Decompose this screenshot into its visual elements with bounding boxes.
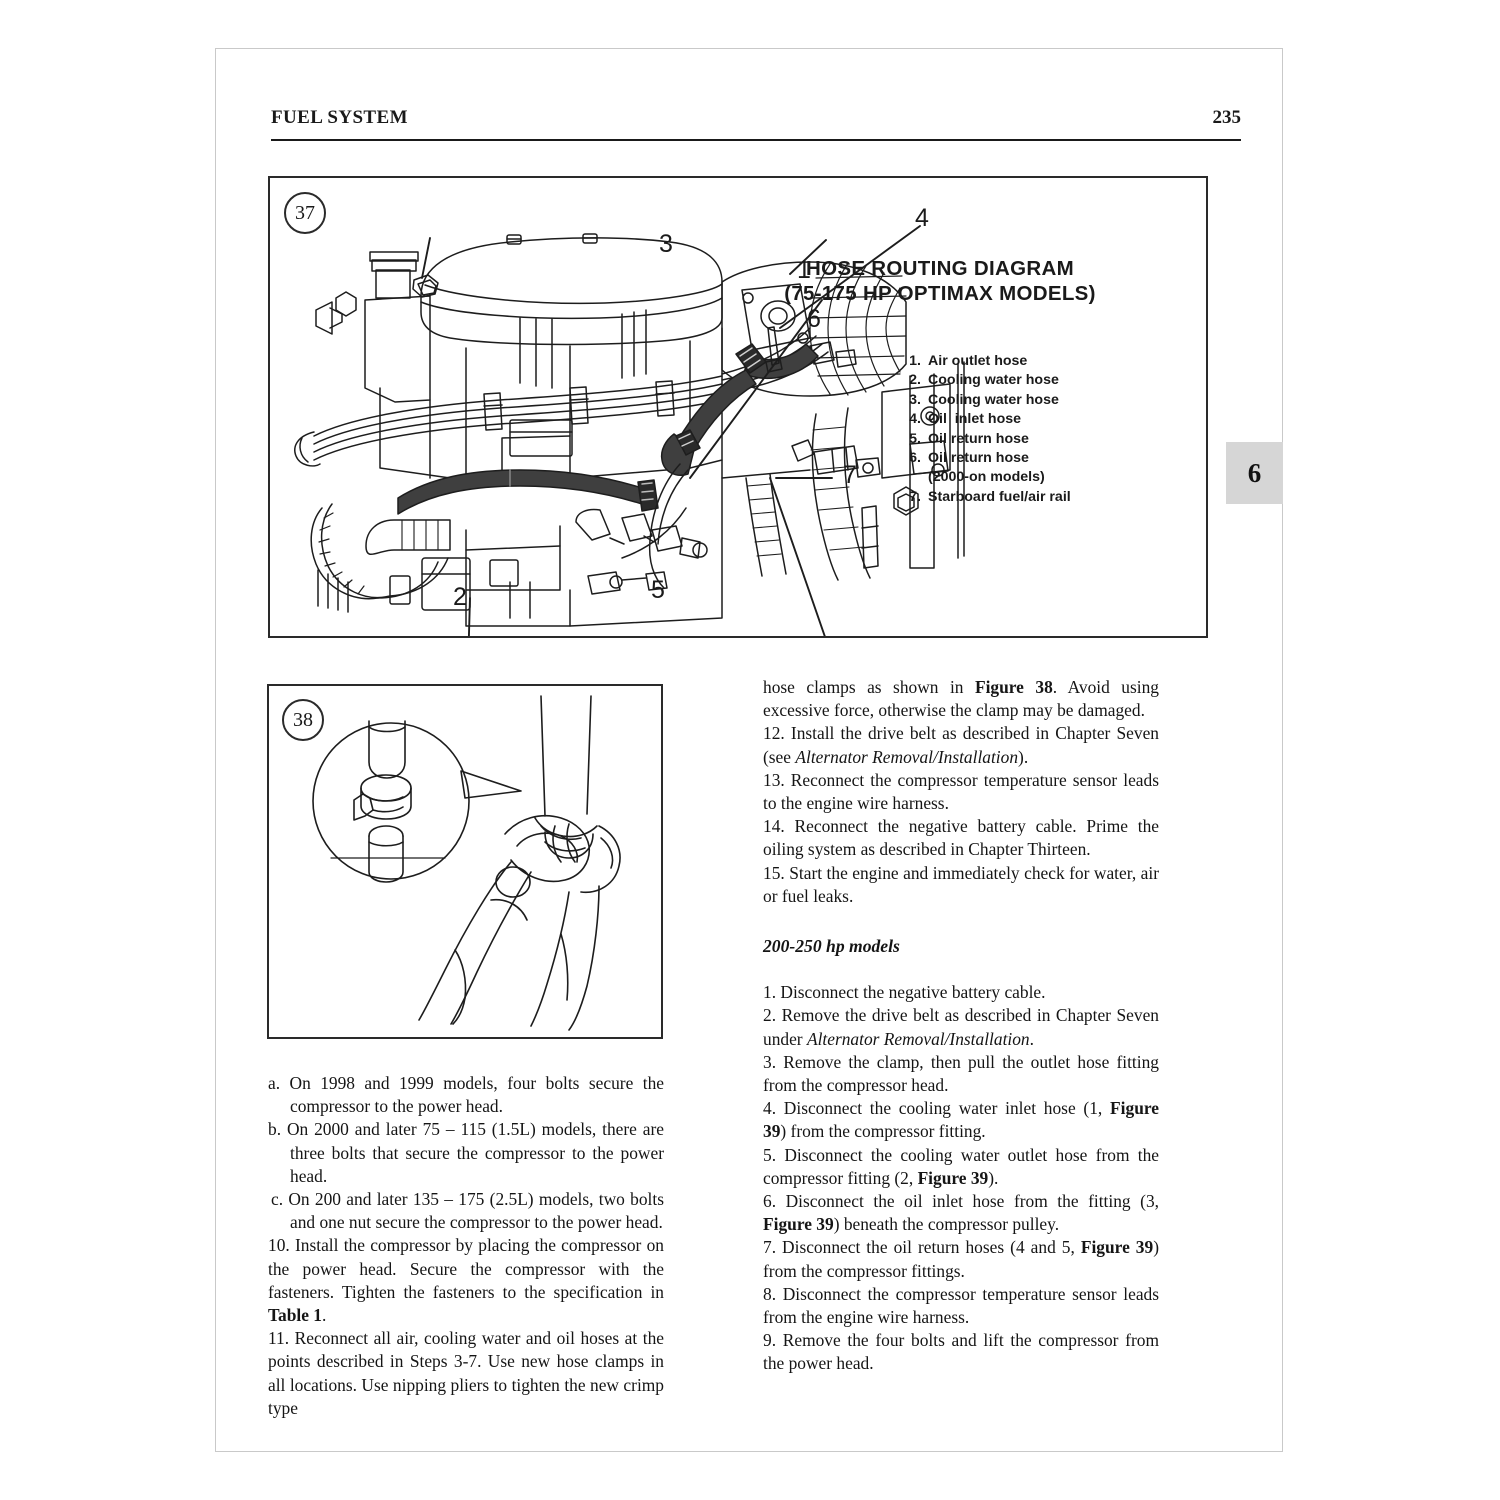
section-subheading: 200-250 hp models xyxy=(763,936,900,957)
step-5-text-a: 5. Disconnect the cooling water outlet hose from the compressor fitting (2, xyxy=(763,1144,1159,1188)
step-2-text-b: . xyxy=(1029,1028,1034,1049)
step-10-text-b: . xyxy=(321,1305,327,1326)
legend-item-label: Air outlet hose xyxy=(928,353,1028,369)
chapter-tab xyxy=(1226,442,1283,504)
step-11: 11. Reconnect all air, cooling water and oil hoses at the points described in Steps 3-7. Use new hose clamps in all locations. Use nipping pliers to tighten the new crimp type xyxy=(268,1328,664,1418)
legend-item xyxy=(900,352,1071,371)
step-8: 8. Disconnect the compressor temperature sensor leads from the engine wire harness. xyxy=(763,1283,1159,1328)
continued-text-b: . Avoid using excessive force, otherwise the clamp may be damaged. xyxy=(763,677,1159,721)
figure-39-reference: Figure 39 xyxy=(763,1098,1159,1142)
page-number: 235 xyxy=(1212,107,1241,128)
callout-3: 3 xyxy=(659,230,673,258)
step-5-text-b: ). xyxy=(988,1167,999,1188)
step-10 xyxy=(268,1234,664,1327)
step-6 xyxy=(763,1190,1159,1236)
legend-item-label: Oil return hose xyxy=(928,430,1029,447)
step-1: 1. Disconnect the negative battery cable. xyxy=(763,982,1046,1003)
legend-item-number: 2. xyxy=(909,372,921,389)
step-12-text-b: ). xyxy=(1018,746,1029,767)
legend-item-number: 4. xyxy=(909,411,921,428)
substep-b: b. On 2000 and later 75 – 115 (1.5L) models, there are three bolts that secure the compressor to the power head. xyxy=(268,1119,664,1186)
step-12-text-a: 12. Install the drive belt as described in Chapter Seven (see xyxy=(763,723,1159,767)
legend-item-label: Cooling water hose xyxy=(928,372,1059,389)
legend-item-number: 3. xyxy=(909,391,921,408)
manual-page xyxy=(215,48,1283,1452)
legend-item xyxy=(900,488,1071,507)
figure-37-number: 37 xyxy=(284,192,326,234)
chapter-tab-number: 6 xyxy=(1247,457,1262,488)
legend-item-number: 5. xyxy=(909,430,921,447)
legend-item xyxy=(900,391,1071,410)
step-6-text-a: 6. Disconnect the oil inlet hose from the fitting (3, xyxy=(763,1191,1159,1212)
step-7 xyxy=(763,1236,1159,1282)
alternator-procedure-reference-2: Alternator Removal/Installation xyxy=(806,1028,1030,1049)
legend-item xyxy=(900,430,1071,449)
right-text-column xyxy=(763,676,1159,1376)
step-13: 13. Reconnect the compressor temperature sensor leads to the engine wire harness. xyxy=(763,769,1159,814)
figure-39-reference-4: Figure 39 xyxy=(1080,1237,1154,1258)
substep-c: c. On 200 and later 135 – 175 (2.5L) models, two bolts and one nut secure the compressor to the power head. xyxy=(271,1189,664,1233)
legend-item xyxy=(900,371,1071,390)
step-10-text-a: 10. Install the compressor by placing the compressor on the power head. Secure the compressor with the fasteners. Tighten the fasteners to the specification in xyxy=(268,1235,664,1302)
hose-clamp-pliers-illustration xyxy=(269,686,663,1039)
step-4-text-b: ) from the compressor fitting. xyxy=(780,1121,986,1142)
legend-item-label: Cooling water hose xyxy=(928,391,1059,408)
step-14: 14. Reconnect the negative battery cable. Prime the oiling system as described in Chapter Thirteen. xyxy=(763,816,1159,860)
figure-38 xyxy=(267,684,663,1039)
legend-item-continuation: (2000-on models) xyxy=(928,469,1045,486)
legend-item xyxy=(900,410,1071,429)
legend-item-label: Oil return hose xyxy=(928,450,1029,467)
step-4-text-a: 4. Disconnect the cooling water inlet hose (1, xyxy=(763,1098,1111,1119)
step-6-text-b: ) beneath the compressor pulley. xyxy=(833,1214,1060,1235)
callout-7: 7 xyxy=(843,461,857,489)
step-4 xyxy=(763,1097,1159,1143)
step-5 xyxy=(763,1144,1159,1190)
figure-38-number: 38 xyxy=(282,699,324,741)
legend-title xyxy=(685,256,1195,306)
step-7-text-a: 7. Disconnect the oil return hoses (4 and 5, xyxy=(763,1237,1081,1258)
callout-2: 2 xyxy=(453,583,467,611)
step-15: 15. Start the engine and immediately check for water, air or fuel leaks. xyxy=(763,862,1159,906)
legend-item-label: Oil inlet hose xyxy=(928,411,1022,428)
legend-list xyxy=(900,352,1071,507)
step-3: 3. Remove the clamp, then pull the outlet hose fitting from the compressor head. xyxy=(763,1051,1159,1096)
left-text-column xyxy=(268,1072,664,1420)
page-header xyxy=(271,107,1241,141)
legend-item-number: 1. xyxy=(909,353,921,369)
substep-a: a. On 1998 and 1999 models, four bolts secure the compressor to the power head. xyxy=(268,1073,664,1117)
figure-39-reference-3: Figure 39 xyxy=(763,1214,834,1235)
legend-title-line-2: (75-175 HP OPTIMAX MODELS) xyxy=(784,282,1096,305)
table-1-reference: Table 1 xyxy=(268,1305,322,1326)
figure-38-reference: Figure 38 xyxy=(974,677,1053,697)
section-spacer xyxy=(763,908,1159,935)
alternator-procedure-reference: Alternator Removal/Installation xyxy=(795,746,1019,767)
legend-item-number: 7. xyxy=(909,488,921,505)
step-7-text-b: ) from the compressor fittings. xyxy=(763,1237,1159,1281)
step-2-text-a: 2. Remove the drive belt as described in Chapter Seven under xyxy=(763,1005,1159,1049)
callout-4: 4 xyxy=(915,204,929,232)
legend-item xyxy=(900,449,1071,468)
figure-37 xyxy=(268,176,1208,638)
callout-1: 1 xyxy=(797,256,811,284)
callout-6: 6 xyxy=(807,305,821,333)
step-12 xyxy=(763,722,1159,768)
callout-5: 5 xyxy=(651,576,665,604)
legend-title-line-1: HOSE ROUTING DIAGRAM xyxy=(806,257,1074,280)
legend-item-label: Starboard fuel/air rail xyxy=(928,488,1071,505)
figure-39-reference-2: Figure 39 xyxy=(917,1167,989,1188)
step-9: 9. Remove the four bolts and lift the compressor from the power head. xyxy=(763,1330,1159,1374)
continued-paragraph xyxy=(763,676,1159,722)
continued-text-a: hose clamps as shown in xyxy=(763,677,975,697)
legend-item-number: 6. xyxy=(909,450,921,467)
page-title: FUEL SYSTEM xyxy=(271,107,408,128)
step-2 xyxy=(763,1004,1159,1050)
subheading-spacer xyxy=(763,958,1159,981)
